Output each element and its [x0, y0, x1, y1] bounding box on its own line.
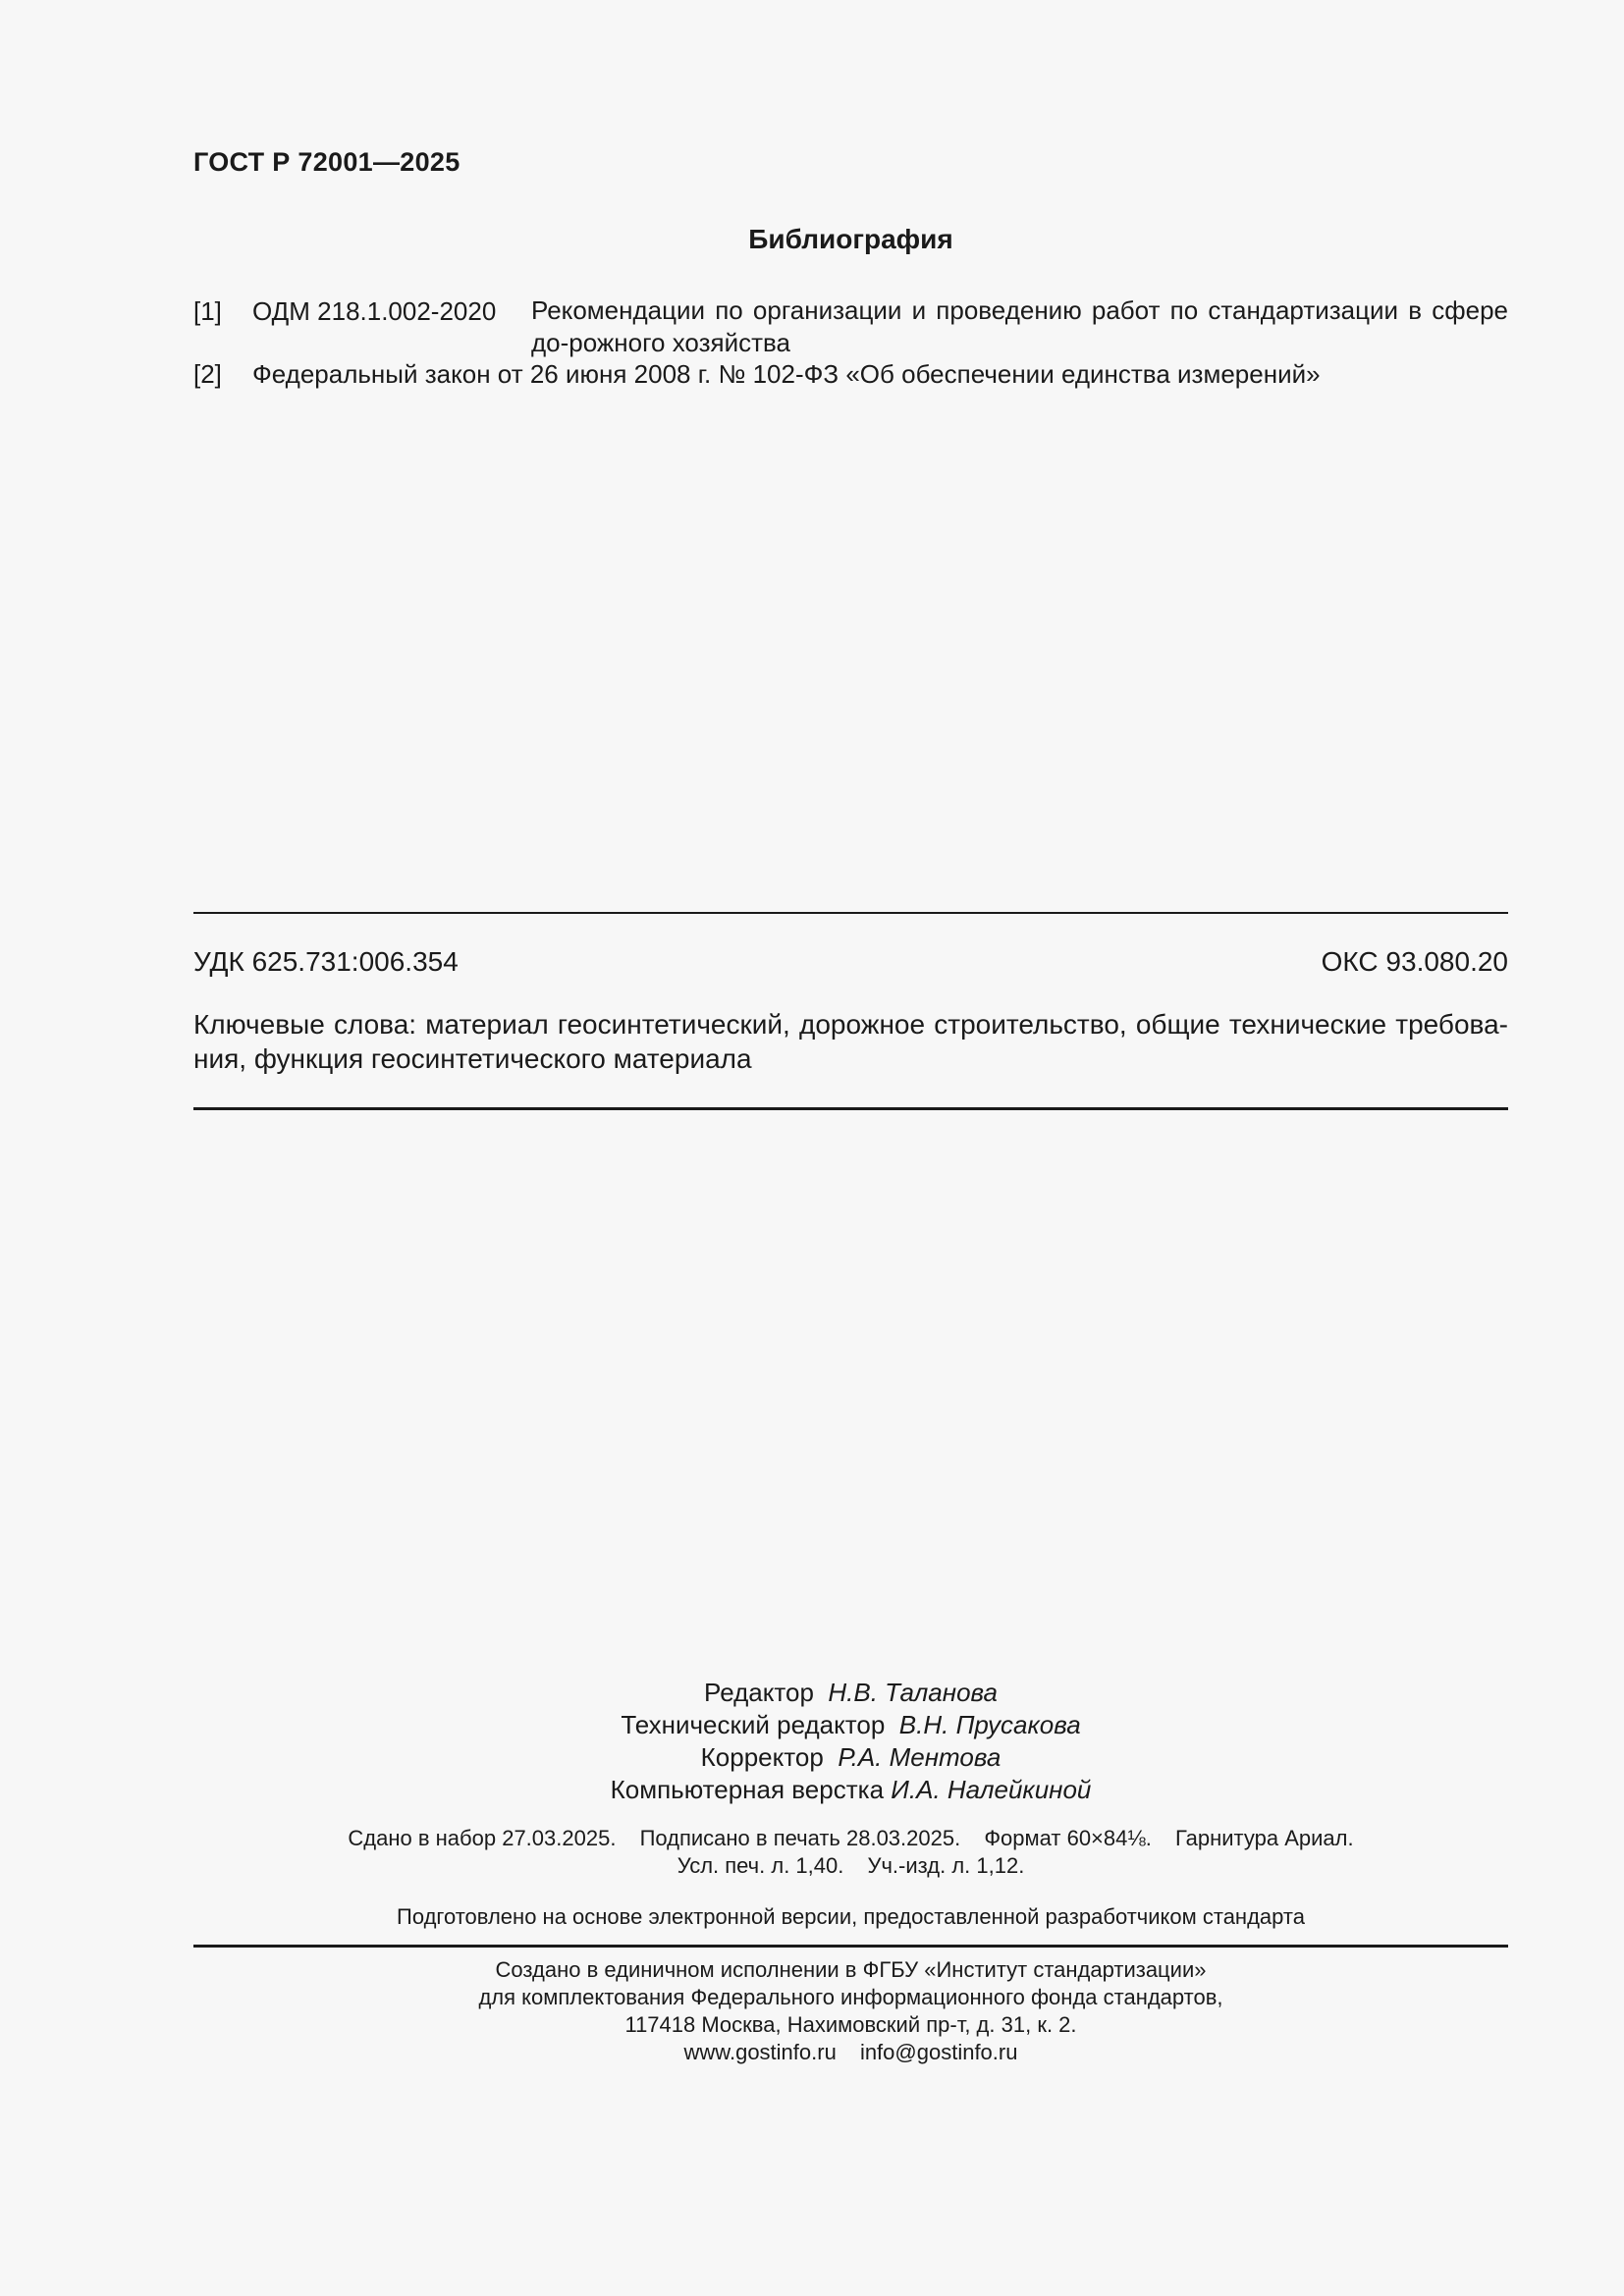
footer-line-1: Создано в единичном исполнении в ФГБУ «Институт стандартизации» — [495, 1957, 1207, 1982]
imprint-print-sheets: Усл. печ. л. 1,40. — [677, 1853, 844, 1878]
imprint-signed: Подписано в печать 28.03.2025. — [639, 1826, 961, 1850]
credits-block — [193, 1677, 1508, 1806]
editor-line — [193, 1677, 1508, 1709]
footer-line-2: для комплектования Федерального информационного фонда стандартов, — [478, 1985, 1223, 2009]
imprint-line-2 — [193, 1852, 1508, 1880]
ref-1-number: [1] — [193, 296, 222, 326]
ref-1-text: Рекомендации по организации и проведению работ по стандартизации в сфере до-рожного хозяйства — [531, 295, 1508, 357]
corrector-label: Корректор — [700, 1742, 824, 1772]
bibliography-title: Библиография — [748, 224, 953, 254]
email-link[interactable]: info@gostinfo.ru — [859, 2040, 1018, 2064]
bottom-divider — [193, 1107, 1508, 1110]
tech-editor-line — [193, 1709, 1508, 1741]
tech-editor-label: Технический редактор — [621, 1710, 886, 1739]
layout-name: И.А. Налейкиной — [891, 1775, 1092, 1804]
udk-code: УДК 625.731:006.354 — [193, 946, 459, 977]
imprint-sent: Сдано в набор 27.03.2025. — [348, 1826, 617, 1850]
oks-code: ОКС 93.080.20 — [1321, 946, 1508, 977]
top-divider — [193, 912, 1508, 914]
imprint-format: Формат 60×84⅛. — [984, 1826, 1152, 1850]
imprint-block — [193, 1825, 1508, 1880]
editor-label: Редактор — [704, 1678, 814, 1707]
corrector-line — [193, 1741, 1508, 1774]
imprint-line-1 — [193, 1825, 1508, 1852]
footer-block — [193, 1956, 1508, 2066]
layout-label: Компьютерная верстка — [610, 1775, 885, 1804]
ref-1-code: ОДМ 218.1.002-2020 — [252, 296, 497, 326]
website-link[interactable]: www.gostinfo.ru — [683, 2040, 837, 2064]
keywords: Ключевые слова: материал геосинтетический, дорожное строительство, общие технические требова-ния, функция геосинтетического материала — [193, 1009, 1508, 1074]
editor-name: Н.В. Таланова — [828, 1678, 998, 1707]
footer-divider — [193, 1945, 1508, 1948]
footer-line-3: 117418 Москва, Нахимовский пр-т, д. 31, к. 2. — [624, 2012, 1077, 2037]
ref-2-number: [2] — [193, 359, 222, 389]
prepared-note: Подготовлено на основе электронной версии, предоставленной разработчиком стандарта — [397, 1904, 1305, 1929]
footer-contacts — [193, 2039, 1508, 2066]
imprint-pub-sheets: Уч.-изд. л. 1,12. — [867, 1853, 1025, 1878]
ref-2-text: Федеральный закон от 26 июня 2008 г. № 102-ФЗ «Об обеспечении единства измерений» — [252, 359, 1321, 389]
tech-editor-name: В.Н. Прусакова — [898, 1710, 1081, 1739]
document-code: ГОСТ Р 72001—2025 — [193, 147, 460, 177]
imprint-typeface: Гарнитура Ариал. — [1174, 1826, 1354, 1850]
layout-line — [193, 1774, 1508, 1806]
corrector-name: Р.А. Ментова — [838, 1742, 1001, 1772]
